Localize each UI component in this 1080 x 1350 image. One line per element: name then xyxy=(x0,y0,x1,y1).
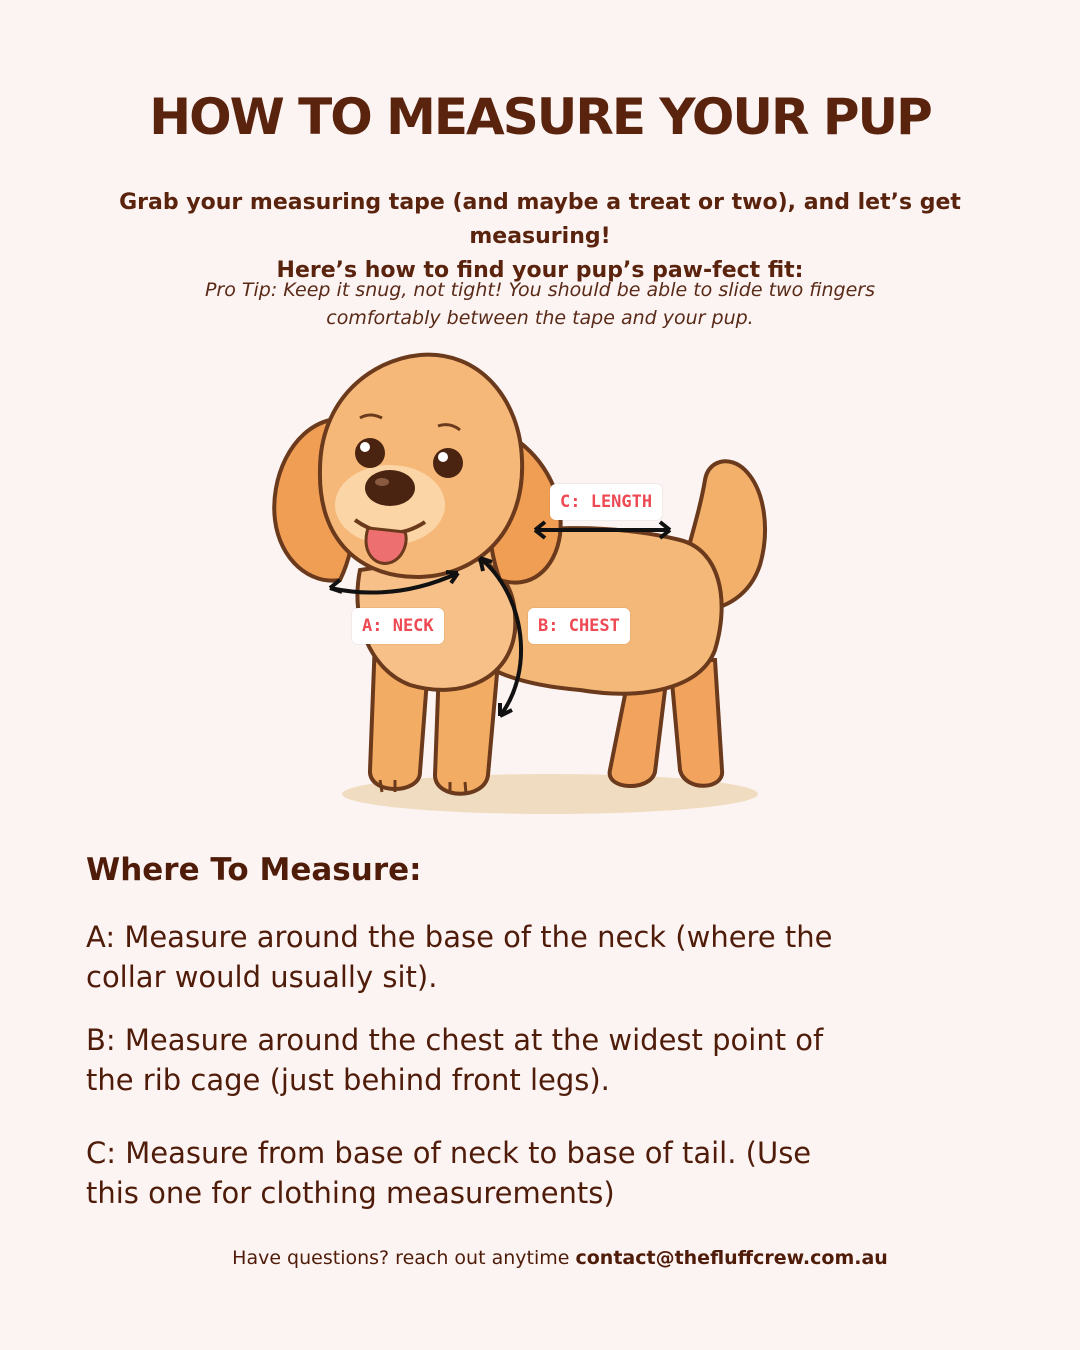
pro-tip-line-2: comfortably between the tape and your pup. xyxy=(326,307,754,329)
step-b: B: Measure around the chest at the widest point of the rib cage (just behind front legs). xyxy=(86,1023,824,1097)
pro-tip-line-1: Pro Tip: Keep it snug, not tight! You should be able to slide two fingers xyxy=(204,279,876,301)
dog-icon xyxy=(260,340,800,830)
footer xyxy=(0,1247,1080,1269)
label-length: C: LENGTH xyxy=(550,484,662,520)
contact-email-link[interactable]: contact@thefluffcrew.com.au xyxy=(575,1247,888,1269)
intro-text xyxy=(60,186,1020,288)
label-chest: B: CHEST xyxy=(528,608,630,644)
pro-tip xyxy=(160,276,920,332)
dog-illustration xyxy=(260,340,800,830)
intro-line-2: Here’s how to find your pup’s paw-fect fit: xyxy=(276,258,804,283)
footer-text: Have questions? reach out anytime xyxy=(232,1247,576,1269)
where-to-measure-heading: Where To Measure: xyxy=(86,852,422,888)
intro-line-1: Grab your measuring tape (and maybe a treat or two), and let’s get measuring! xyxy=(119,190,961,249)
step-a: A: Measure around the base of the neck (where the collar would usually sit). xyxy=(86,920,833,994)
page-title: HOW TO MEASURE YOUR PUP xyxy=(149,88,931,146)
label-neck: A: NECK xyxy=(352,608,444,644)
step-c: C: Measure from base of neck to base of tail. (Use this one for clothing measurements) xyxy=(86,1136,812,1210)
